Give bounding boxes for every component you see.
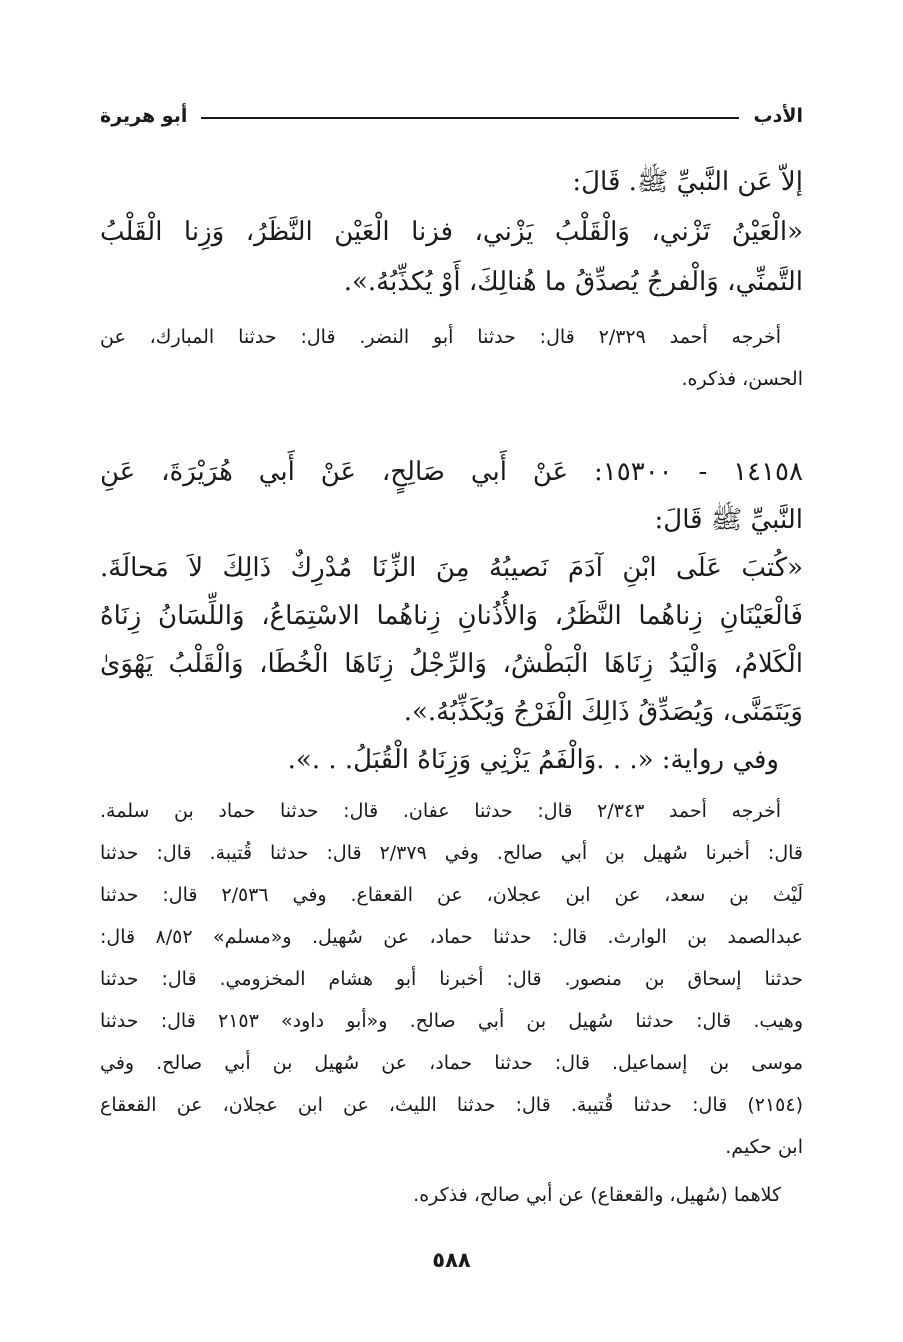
takhrij-line: قال: أخبرنا سُهيل بن أبي صالح. وفي ٢/٣٧٩ قال: حدثنا قُتيبة. قال: حدثنا	[100, 842, 803, 864]
book-page	[100, 0, 803, 1342]
takhrij-line: حدثنا إسحاق بن منصور. قال: أخبرنا أبو هشام المخزومي. قال: حدثنا	[100, 968, 803, 990]
narrator-title: أبو هريرة	[100, 105, 188, 127]
takhrij-line: أخرجه أحمد ٢/٣٤٣ قال: حدثنا عفان. قال: حدثنا حماد بن سلمة.	[100, 800, 781, 822]
takhrij-line: لَيْث بن سعد، عن ابن عجلان، عن القعقاع. وفي ٢/٥٣٦ قال: حدثنا	[100, 884, 804, 906]
takhrij-line: أخرجه أحمد ٢/٣٢٩ قال: حدثنا أبو النضر. قال: حدثنا المبارك، عن	[100, 326, 781, 348]
closing-line: كلاهما (سُهيل، والقعقاع) عن أبي صالح، فذكره.	[413, 1184, 781, 1206]
takhrij-line: الحسن، فذكره.	[681, 368, 803, 390]
hadith-line: «الْعَيْنُ تَزْني، وَالْقَلْبُ يَزْني، فزنا الْعَيْن النَّظَرُ، وَزِنا الْقَلْبُ	[100, 217, 803, 247]
hadith-line: إلاّ عَن النَّبيِّ ﷺ. قَالَ:	[572, 167, 803, 197]
hadith-line: الْكَلامُ، وَالْيَدُ زِنَاهَا الْبَطْشُ، وَالرِّجْلُ زِنَاهَا الْخُطَا، وَالْقَلْبُ يَهْوَىٰ	[100, 649, 803, 679]
hadith-line: النَّبيِّ ﷺ قَالَ:	[654, 505, 803, 535]
running-header	[100, 96, 803, 136]
hadith-line: التَّمنِّي، وَالْفرجُ يُصدِّقُ ما هُنالِكَ، أَوْ يُكذِّبُهُ.».	[343, 267, 803, 297]
chapter-title: الأدب	[753, 105, 803, 127]
takhrij-line: (٢١٥٤) قال: حدثنا قُتيبة. قال: حدثنا الليث، عن ابن عجلان، عن القعقاع	[100, 1094, 803, 1116]
hadith-line: فَالْعَيْنَانِ زِناهُما النَّظَرُ، وَالأُذُنانِ زِناهُما الاسْتِمَاعُ، وَاللِّسَانُ زِنَاهُ	[100, 601, 803, 631]
variant-line: وفي رواية: «. . .وَالْفَمُ يَزْنِي وَزِنَاهُ الْقُبَلُ. . .».	[287, 745, 779, 775]
header-rule	[201, 117, 739, 119]
takhrij-line: وهيب. قال: حدثنا سُهيل بن أبي صالح. و«أبو داود» ٢١٥٣ قال: حدثنا	[100, 1010, 804, 1032]
hadith-number-line: ١٤١٥٨ - ١٥٣٠٠: عَنْ أَبي صَالِحٍ، عَنْ أَبي هُرَيْرَةَ، عَنِ	[100, 457, 803, 487]
hadith-line: وَيَتَمَنَّى، وَيُصَدِّقُ ذَالِكَ الْفَرْجُ وَيُكَذِّبُهُ.».	[403, 697, 803, 727]
takhrij-line: موسى بن إسماعيل. قال: حدثنا حماد، عن سُهيل بن أبي صالح. وفي	[100, 1052, 803, 1074]
page-number: ٥٨٨	[432, 1248, 471, 1272]
takhrij-line: ابن حكيم.	[725, 1136, 803, 1158]
takhrij-line: عبدالصمد بن الوارث. قال: حدثنا حماد، عن سُهيل. و«مسلم» ٨/٥٢ قال:	[100, 926, 803, 948]
hadith-line: «كُتبَ عَلَى ابْنِ آدَمَ نَصيبُهُ مِنَ الزِّنَا مُدْرِكٌ ذَالِكَ لاَ مَحالَةَ.	[100, 553, 803, 583]
